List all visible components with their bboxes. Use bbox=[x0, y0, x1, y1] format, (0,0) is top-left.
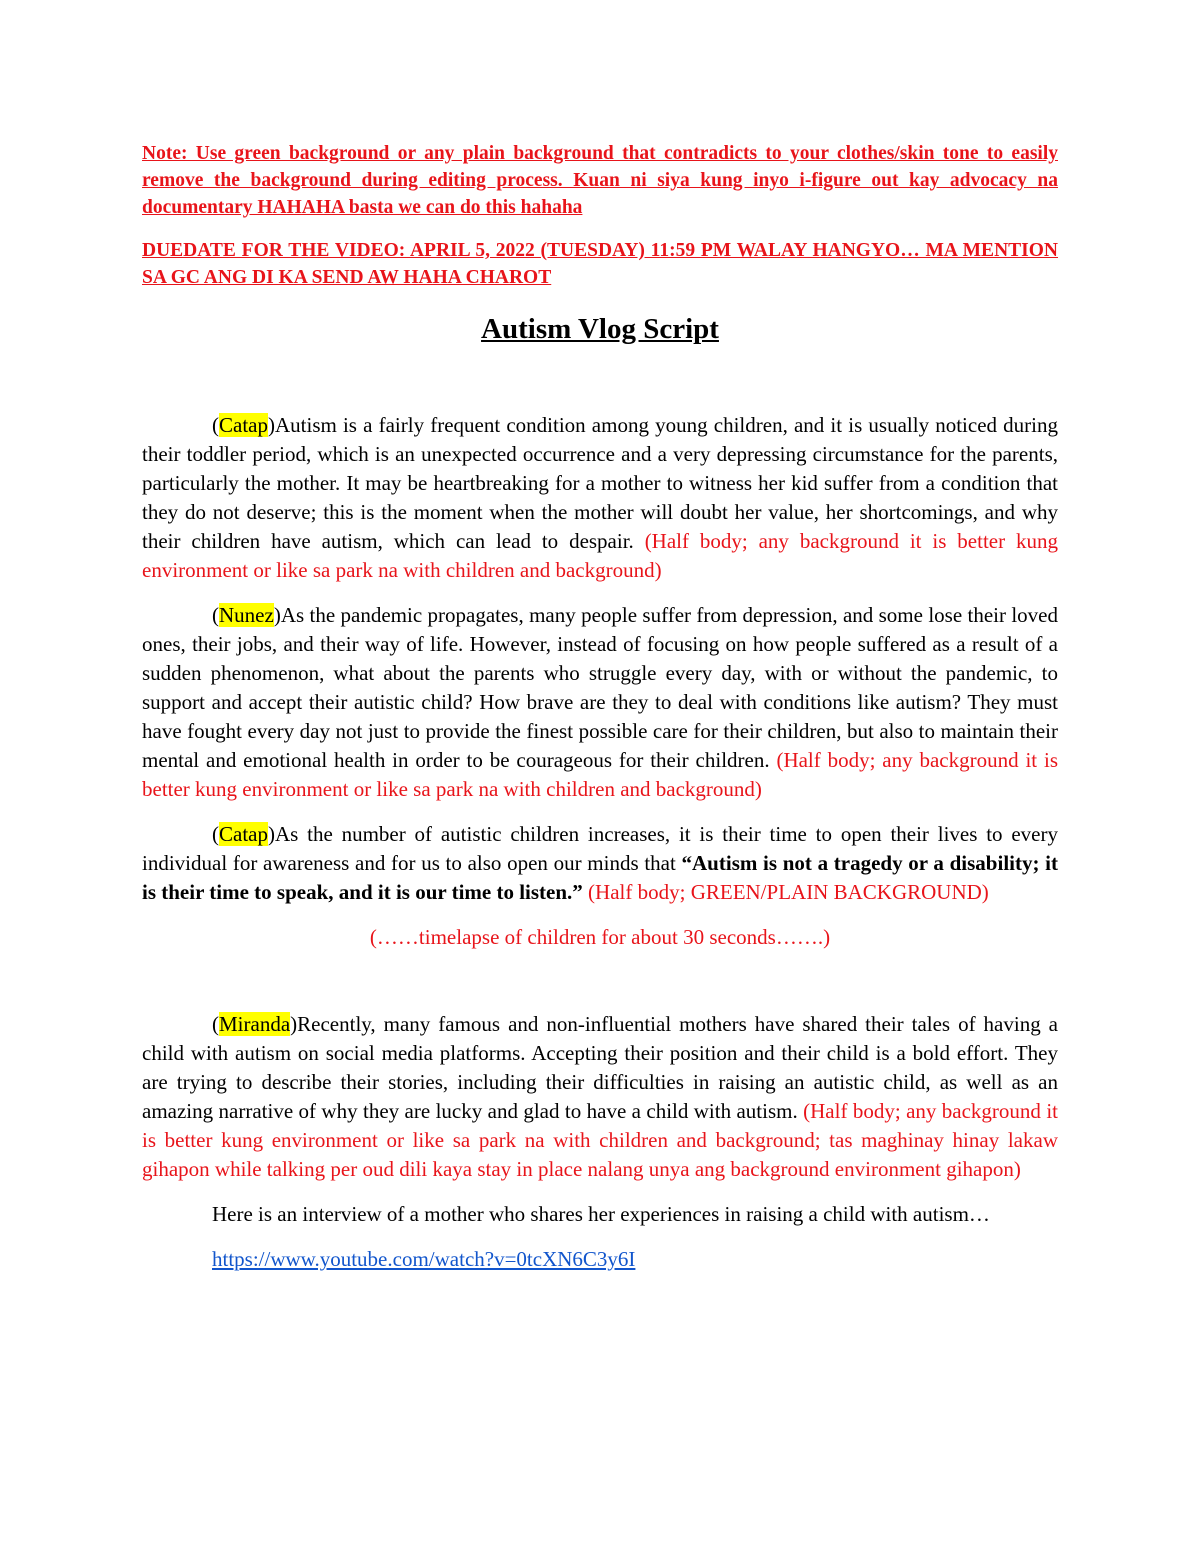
paragraph-text: Recently, many famous and non-influential mothers have shared their tales of having a child with autism on social media platforms. Accepting their position and their child is a bold effort. They are trying to describe their stories, including their difficulties in raising an autistic child, as well as an amazing narrative of why they are lucky and glad to have a child with autism. bbox=[142, 1012, 1058, 1123]
paragraph-text: As the number of autistic children increases, it is their time to open their lives to every individual for awareness and for us to also open our minds that bbox=[142, 822, 1058, 875]
paragraph-text: Autism is a fairly frequent condition among young children, and it is usually noticed during their toddler period, which is an unexpected occurrence and a very depressing circumstance for the parents, particularly the mother. It may be heartbreaking for a mother to witness her kid suffer from a condition that they do not deserve; this is the moment when the mother will doubt her value, her shortcomings, and why their children have autism, which can lead to despair. bbox=[142, 413, 1058, 553]
youtube-link[interactable]: https://www.youtube.com/watch?v=0tcXN6C3y6I bbox=[212, 1247, 636, 1271]
stage-direction: (Half body; any background it is better kung environment or like sa park na with children and background) bbox=[142, 748, 1058, 801]
paragraph-catap-2: (Catap)As the number of autistic children increases, it is their time to open their lives to every individual for awareness and for us to also open our minds that “Autism is not a tragedy or a disability; it is their time to speak, and it is our time to listen.” (Half body; GREEN/PLAIN BACKGROUND) bbox=[142, 822, 1058, 904]
speaker-highlight: Miranda bbox=[219, 1012, 291, 1036]
paragraph-catap-1: (Catap)Autism is a fairly frequent condition among young children, and it is usually noticed during their toddler period, which is an unexpected occurrence and a very depressing circumstance for the parents, particularly the mother. It may be heartbreaking for a mother to witness her kid suffer from a condition that they do not deserve; this is the moment when the mother will doubt her value, her shortcomings, and why their children have autism, which can lead to despair. (Half body; any background it is better kung environment or like sa park na with children and background) bbox=[142, 413, 1058, 582]
note-background: Note: Use green background or any plain background that contradicts to your clothes/skin tone to easily remove the background during editing process. Kuan ni siya kung inyo i-figure out kay advocacy na documentary HAHAHA basta we can do this hahaha bbox=[142, 143, 1058, 218]
paragraph-text: As the pandemic propagates, many people suffer from depression, and some lose their loved ones, their jobs, and their way of life. However, instead of focusing on how people suffered as a result of a sudden phenomenon, what about the parents who struggle every day, with or without the pandemic, to support and accept their autistic child? How brave are they to deal with conditions like autism? They must have fought every day not just to provide the finest possible care for their children, but also to maintain their mental and emotional health in order to be courageous for their children. bbox=[142, 603, 1058, 772]
document-title: Autism Vlog Script bbox=[481, 313, 719, 345]
stage-direction: (Half body; any background it is better kung environment or like sa park na with children and background; tas maghinay hinay lakaw gihapon while talking per oud dili kaya stay in place nalang unya ang background environment gihapon) bbox=[142, 1099, 1058, 1181]
bold-quote: “Autism is not a tragedy or a disability; it is their time to speak, and it is our time to listen.” bbox=[142, 851, 1058, 904]
document-body bbox=[142, 140, 1058, 1274]
stage-direction: (Half body; any background it is better kung environment or like sa park na with children and background) bbox=[142, 529, 1058, 582]
speaker-highlight: Nunez bbox=[219, 603, 274, 627]
stage-direction: (Half body; GREEN/PLAIN BACKGROUND) bbox=[582, 880, 989, 904]
speaker-highlight: Catap bbox=[219, 413, 268, 437]
speaker-highlight: Catap bbox=[219, 822, 268, 846]
link-line bbox=[142, 1245, 1058, 1274]
interview-intro: Here is an interview of a mother who shares her experiences in raising a child with autism… bbox=[212, 1202, 990, 1226]
timelapse-direction: (……timelapse of children for about 30 seconds…….) bbox=[369, 925, 831, 949]
paragraph-miranda: (Miranda)Recently, many famous and non-influential mothers have shared their tales of having a child with autism on social media platforms. Accepting their position and their child is a bold effort. They are trying to describe their stories, including their difficulties in raising an autistic child, as well as an amazing narrative of why they are lucky and glad to have a child with autism. (Half body; any background it is better kung environment or like sa park na with children and background; tas maghinay hinay lakaw gihapon while talking per oud dili kaya stay in place nalang unya ang background environment gihapon) bbox=[142, 1012, 1058, 1181]
paragraph-nunez: (Nunez)As the pandemic propagates, many people suffer from depression, and some lose their loved ones, their jobs, and their way of life. However, instead of focusing on how people suffered as a result of a sudden phenomenon, what about the parents who struggle every day, with or without the pandemic, to support and accept their autistic child? How brave are they to deal with conditions like autism? They must have fought every day not just to provide the finest possible care for their children, but also to maintain their mental and emotional health in order to be courageous for their children. (Half body; any background it is better kung environment or like sa park na with children and background) bbox=[142, 603, 1058, 801]
note-due-date: DUEDATE FOR THE VIDEO: APRIL 5, 2022 (TUESDAY) 11:59 PM WALAY HANGYO… MA MENTION SA GC ANG DI KA SEND AW HAHA CHAROT bbox=[142, 240, 1058, 288]
